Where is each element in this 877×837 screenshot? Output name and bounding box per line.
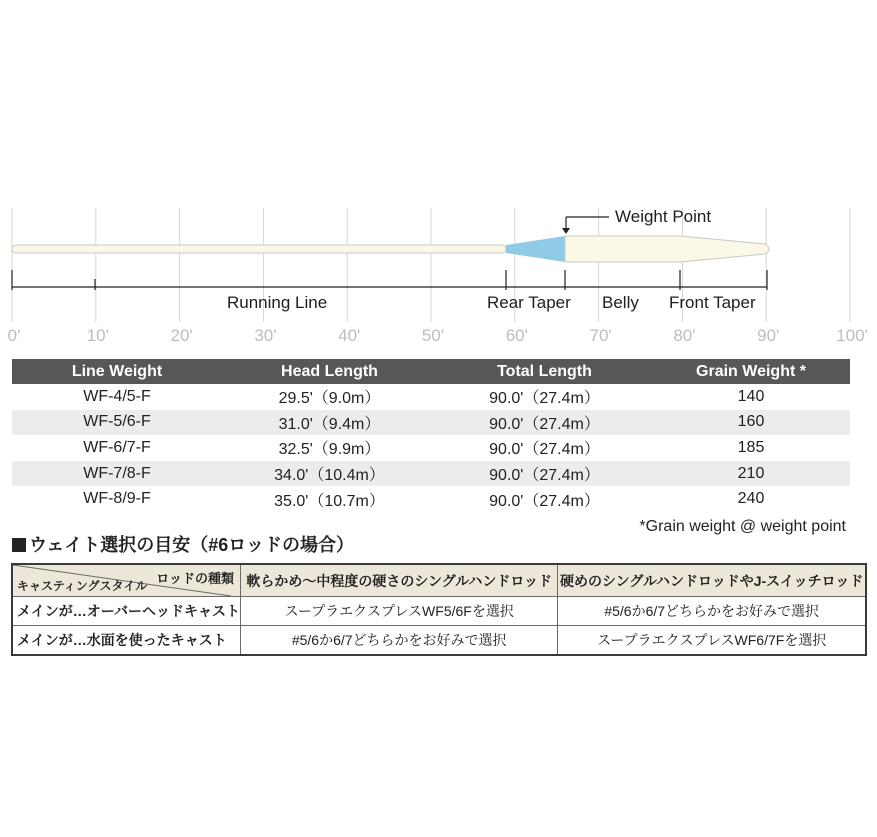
- cell-total-length: 90.0'（27.4m）: [489, 492, 600, 510]
- cell-grain-weight: 140: [737, 387, 765, 405]
- rear-taper-label: Rear Taper: [487, 293, 571, 312]
- table-row: [12, 410, 850, 436]
- cell-recommendation: スープラエクスプレスWF5/6Fを選択: [241, 597, 558, 626]
- corner-rod-type-label: ロッドの種類: [156, 571, 235, 586]
- cell-line-weight: WF-5/6-F: [12, 410, 222, 436]
- header-total-length: Total Length: [437, 359, 652, 384]
- header-head-length: Head Length: [222, 359, 437, 384]
- scale-tick-label: 10': [86, 326, 109, 345]
- belly-label: Belly: [602, 293, 639, 312]
- header-grain-weight: Grain Weight *: [652, 359, 850, 384]
- grain-weight-footnote: *Grain weight @ weight point: [639, 518, 846, 535]
- table-row: [12, 461, 850, 487]
- table-row: [12, 597, 866, 626]
- scale-tick-label: 80': [673, 326, 696, 345]
- cell-grain-weight: 240: [737, 490, 765, 508]
- weight-point-label: Weight Point: [615, 207, 712, 226]
- cell-line-weight: WF-4/5-F: [83, 387, 151, 405]
- head-shape: [565, 236, 769, 262]
- corner-casting-style-label: キャスティングスタイル: [17, 579, 148, 593]
- cell-total-length: 90.0'（27.4m）: [489, 441, 600, 459]
- scale-tick-label: 0': [7, 326, 21, 345]
- column-soft-rod: 軟らかめ～中程度の硬さのシングルハンドロッド: [241, 564, 558, 597]
- spec-table: [12, 359, 850, 512]
- cell-total-length: 90.0'（27.4m）: [437, 410, 652, 436]
- cell-head-length: 32.5'（9.9m）: [278, 441, 381, 459]
- scale-tick-label: 30': [254, 326, 277, 345]
- header-line-weight: Line Weight: [12, 359, 222, 384]
- table-row: [12, 486, 850, 512]
- table-row: [12, 435, 850, 461]
- cell-recommendation: #5/6か6/7どちらかをお好みで選択: [558, 597, 866, 626]
- scale-tick-label: 40': [338, 326, 361, 345]
- row-label-overhead: メインが…オーバーヘッドキャスト: [12, 597, 241, 626]
- section-title-text: ウェイト選択の目安（#6ロッドの場合）: [29, 535, 354, 555]
- running-line-label: Running Line: [227, 293, 328, 312]
- scale-tick-label: 50': [421, 326, 445, 345]
- selection-table-header: [12, 564, 866, 597]
- section-dimension-bar: [12, 270, 767, 290]
- cell-head-length: 31.0'（9.4m）: [222, 410, 437, 436]
- cell-line-weight: WF-6/7-F: [83, 438, 151, 456]
- scale-tick-label: 20': [170, 326, 193, 345]
- front-taper-label: Front Taper: [669, 293, 756, 312]
- square-bullet-icon: [12, 538, 26, 552]
- row-label-water-surface: メインが…水面を使ったキャスト: [12, 626, 241, 656]
- column-stiff-rod: 硬めのシングルハンドロッドやJ-スイッチロッド: [558, 564, 866, 597]
- scale-tick-label: 100': [836, 326, 868, 345]
- cell-total-length: 90.0'（27.4m）: [489, 390, 600, 408]
- cell-recommendation: #5/6か6/7どちらかをお好みで選択: [241, 626, 558, 656]
- scale-tick-label: 90': [757, 326, 780, 345]
- corner-cell: [12, 564, 241, 597]
- cell-grain-weight: 185: [737, 438, 765, 456]
- spec-table-header: [12, 359, 850, 384]
- cell-head-length: 34.0'（10.4m）: [222, 461, 437, 487]
- cell-head-length: 35.0'（10.7m）: [274, 492, 385, 510]
- cell-total-length: 90.0'（27.4m）: [437, 461, 652, 487]
- table-row: [12, 384, 850, 410]
- line-profile-diagram: [0, 0, 877, 350]
- scale-tick-label: 70': [589, 326, 612, 345]
- section-title: [12, 531, 354, 557]
- cell-grain-weight: 160: [652, 410, 850, 436]
- scale-tick-label: 60': [505, 326, 528, 345]
- weight-selection-table: [11, 563, 867, 656]
- cell-recommendation: スープラエクスプレスWF6/7Fを選択: [558, 626, 866, 656]
- cell-grain-weight: 210: [652, 461, 850, 487]
- weight-point-marker: [562, 217, 609, 234]
- cell-head-length: 29.5'（9.0m）: [278, 390, 381, 408]
- running-line-shape: [12, 245, 506, 253]
- table-row: [12, 626, 866, 656]
- cell-line-weight: WF-7/8-F: [12, 461, 222, 487]
- cell-line-weight: WF-8/9-F: [83, 490, 151, 508]
